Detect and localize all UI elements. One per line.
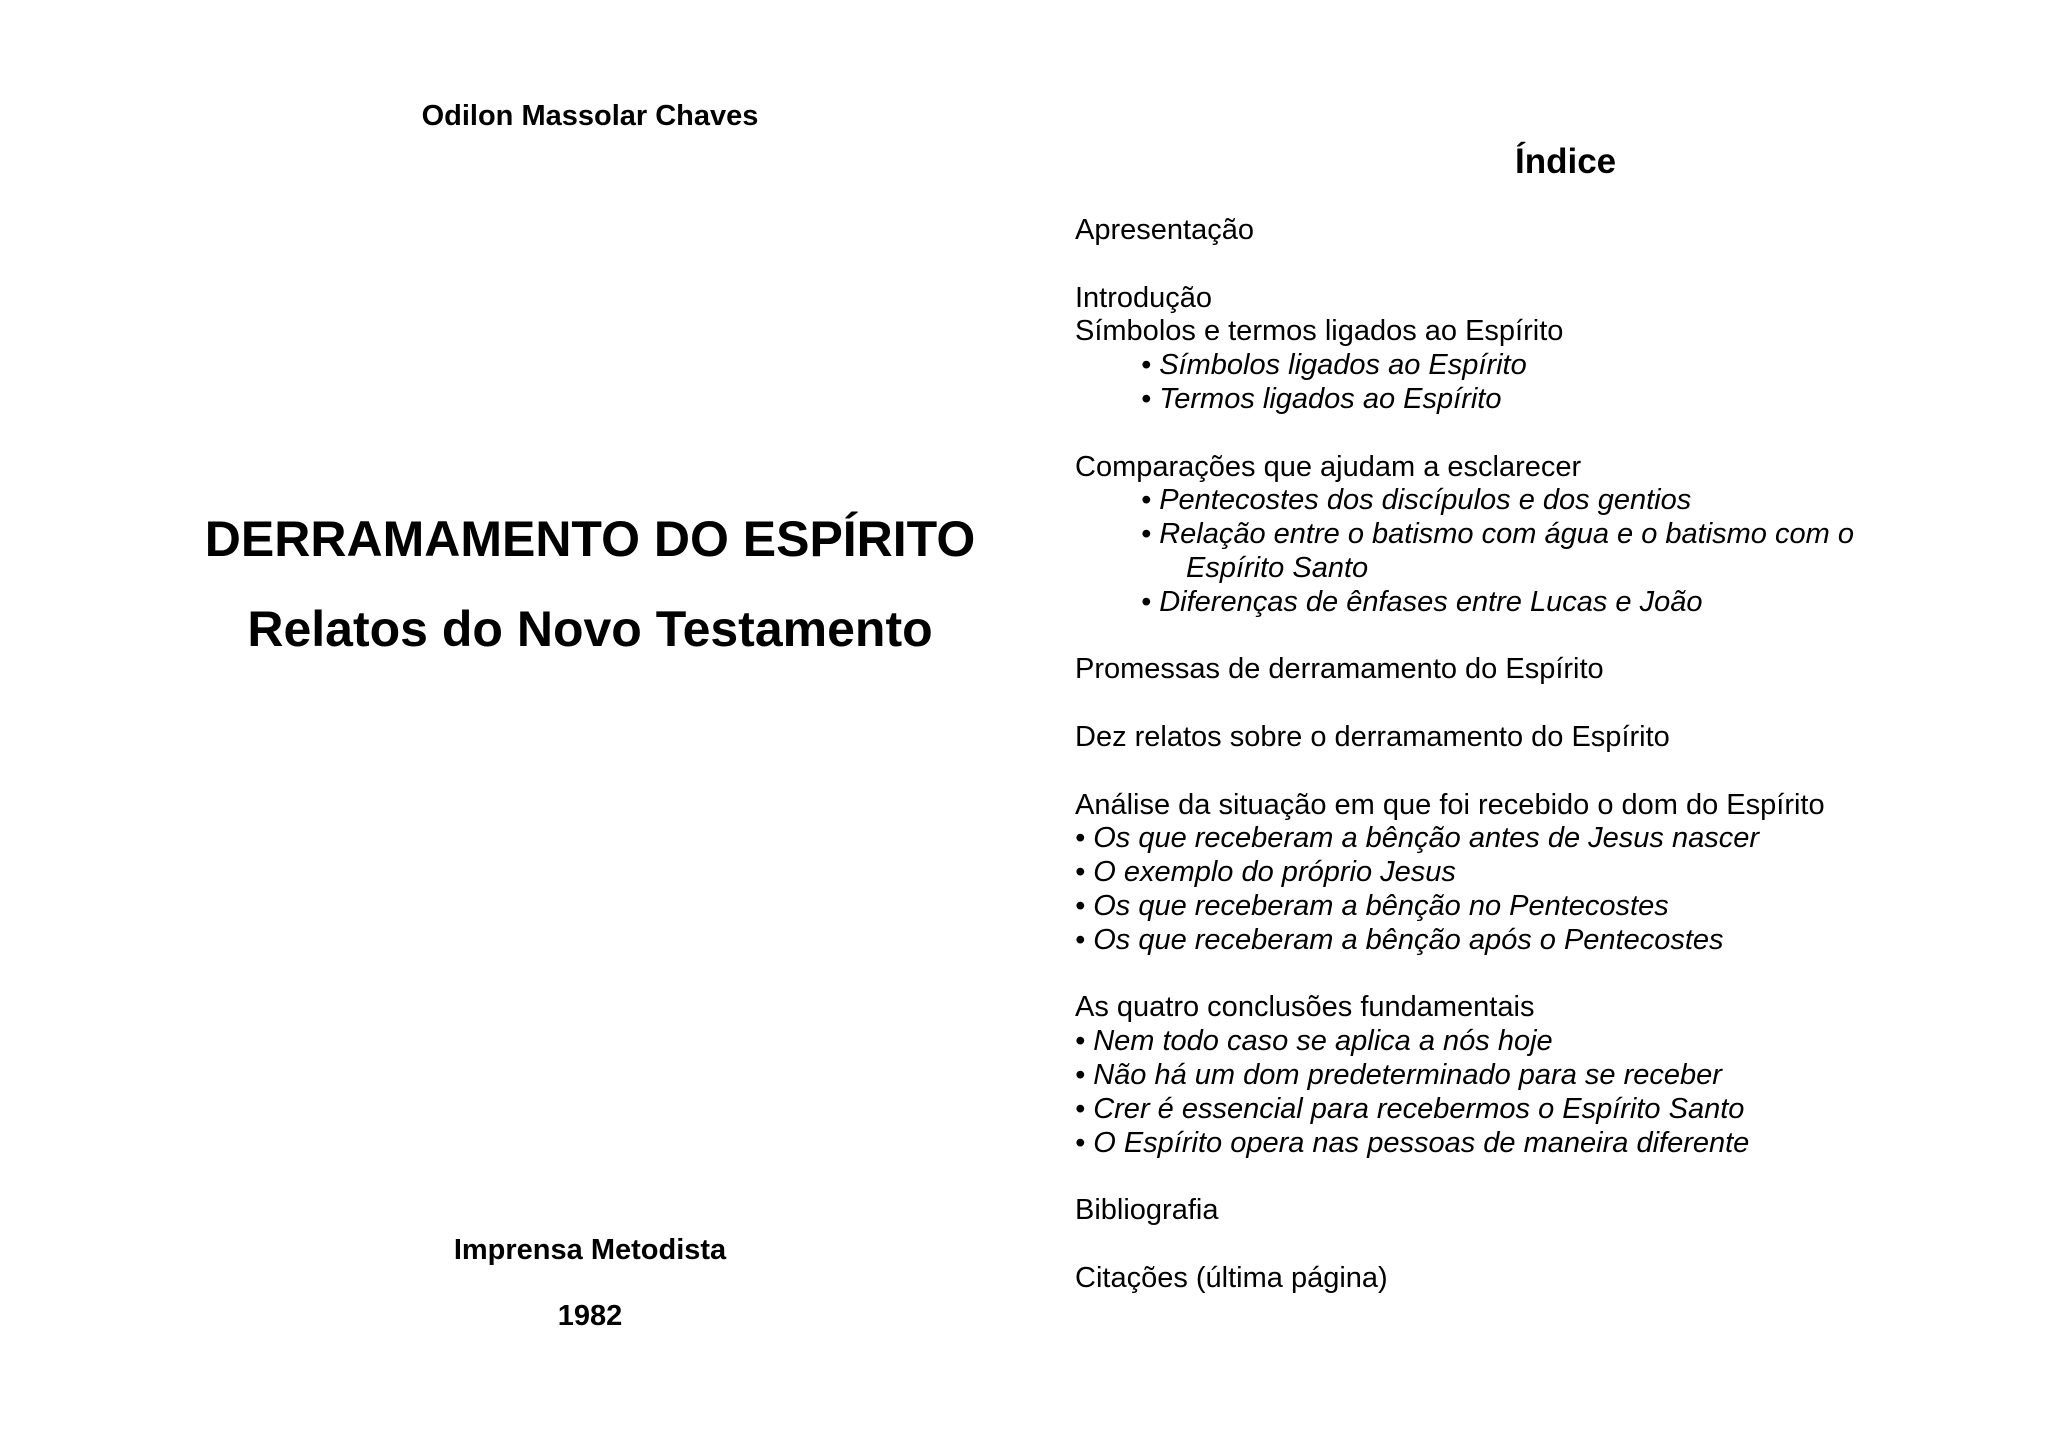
book-subtitle: Relatos do Novo Testamento <box>247 601 933 657</box>
toc-entry-citacoes: Citações (última página) <box>1075 1261 1388 1294</box>
toc-entry-promessas: Promessas de derramamento do Espírito <box>1075 653 1604 686</box>
toc-entry-analise: Análise da situação em que foi recebido o dom do Espírito <box>1075 788 1825 821</box>
toc-subentry: • Os que receberam a bênção no Pentecostes <box>1075 889 1669 922</box>
toc-subentry: • Relação entre o batismo com água e o batismo com o <box>1141 518 1854 551</box>
toc-heading: Índice <box>1515 142 1617 181</box>
toc-subentry: • Os que receberam a bênção após o Pentecostes <box>1075 923 1724 956</box>
toc-subentry: • O exemplo do próprio Jesus <box>1075 856 1456 889</box>
toc-subentry: • Diferenças de ênfases entre Lucas e João <box>1141 585 1703 618</box>
toc-entry-conclusoes: As quatro conclusões fundamentais <box>1075 991 1535 1024</box>
toc-subentry: • Termos ligados ao Espírito <box>1141 382 1502 415</box>
toc-entry-introducao: Introdução <box>1075 281 1213 314</box>
toc-subentry: • O Espírito opera nas pessoas de maneira diferente <box>1075 1126 1750 1159</box>
toc-subentry: • Nem todo caso se aplica a nós hoje <box>1075 1025 1553 1058</box>
author-name: Odilon Massolar Chaves <box>421 100 759 132</box>
toc-entry-bibliografia: Bibliografia <box>1075 1194 1219 1227</box>
toc-entry-dez-relatos: Dez relatos sobre o derramamento do Espírito <box>1075 720 1670 753</box>
toc-entry-apresentacao: Apresentação <box>1075 214 1254 246</box>
toc-entry-simbolos: Símbolos e termos ligados ao Espírito <box>1075 315 1564 348</box>
toc-subentry: • Crer é essencial para recebermos o Espírito Santo <box>1075 1092 1745 1125</box>
toc-subentry: • Pentecostes dos discípulos e dos gentios <box>1141 484 1692 517</box>
toc-subentry: • Símbolos ligados ao Espírito <box>1141 349 1527 382</box>
publication-year: 1982 <box>557 1300 623 1332</box>
toc-subentry: • Não há um dom predeterminado para se receber <box>1075 1058 1722 1091</box>
book-title: DERRAMAMENTO DO ESPÍRITO <box>204 511 976 567</box>
toc-entry-comparacoes: Comparações que ajudam a esclarecer <box>1075 450 1582 483</box>
toc-subentry: • Os que receberam a bênção antes de Jesus nascer <box>1075 822 1759 855</box>
toc-subentry-continuation: Espírito Santo <box>1186 551 1369 584</box>
toc-body <box>1075 214 1854 1296</box>
publisher: Imprensa Metodista <box>453 1234 727 1266</box>
